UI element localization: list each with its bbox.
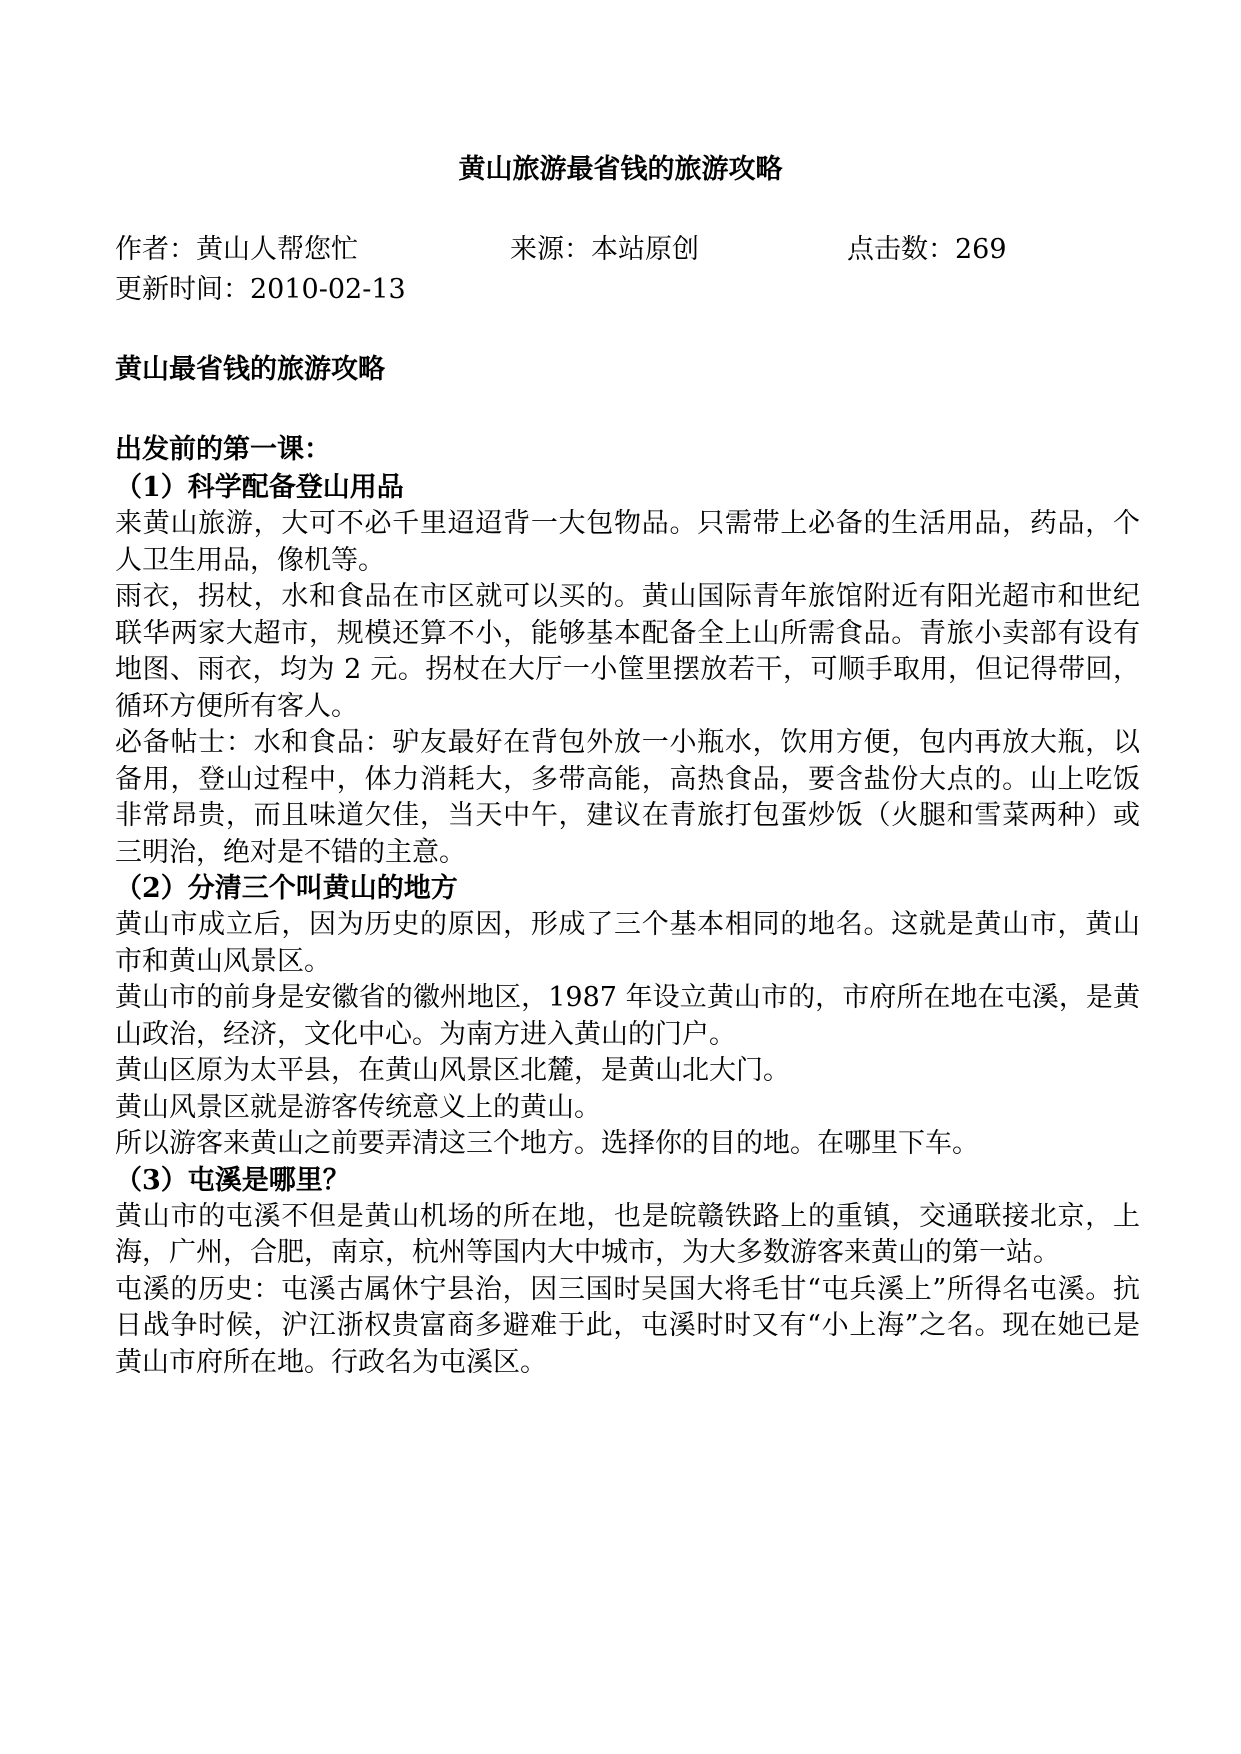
paragraph: 黄山风景区就是游客传统意义上的黄山。 — [115, 1091, 601, 1123]
paragraph: 屯溪的历史：屯溪古属休宁县治，因三国时吴国大将毛甘“屯兵溪上”所得名屯溪。抗日战争时候，沪江浙权贵富商多避难于此，屯溪时时又有“小上海”之名。现在她已是黄山市府所在地。行政名为屯溪区。 — [115, 1273, 1140, 1378]
article-subtitle: 黄山最省钱的旅游攻略 — [115, 354, 385, 385]
paragraph: 雨衣，拐杖，水和食品在市区就可以买的。黄山国际青年旅馆附近有阳光超市和世纪联华两家大超市，规模还算不小，能够基本配备全上山所需食品。青旅小卖部有设有地图、雨衣，均为 2 元。拐杖在大厅一小筐里摆放若干，可顺手取用，但记得带回，循环方便所有客人。 — [115, 581, 1140, 722]
paragraph: 必备帖士：水和食品：驴友最好在背包外放一小瓶水，饮用方便，包内再放大瓶，以备用，登山过程中，体力消耗大，多带高能，高热食品，要含盐份大点的。山上吃饭非常昂贵，而且味道欠佳，当天中午，建议在青旅打包蛋炒饭（火腿和雪菜两种）或三明治，绝对是不错的主意。 — [115, 727, 1140, 868]
paragraph: 所以游客来黄山之前要弄清这三个地方。选择你的目的地。在哪里下车。 — [115, 1128, 979, 1159]
item-1 — [115, 470, 1140, 871]
item-2 — [115, 871, 1140, 1163]
paragraph: 黄山区原为太平县，在黄山风景区北麓，是黄山北大门。 — [115, 1055, 790, 1086]
item-3 — [115, 1163, 1140, 1382]
document-body — [115, 350, 1140, 1381]
document-title: 黄山旅游最省钱的旅游攻略 — [458, 154, 783, 185]
paragraph: 来黄山旅游，大可不必千里迢迢背一大包物品。只需带上必备的生活用品，药品，个人卫生用品，像机等。 — [115, 508, 1140, 576]
meta-info-line — [115, 230, 1135, 270]
meta-source: 来源：本站原创 — [510, 234, 699, 265]
paragraph: 黄山市的前身是安徽省的徽州地区，1987 年设立黄山市的，市府所在地在屯溪，是黄山政治，经济，文化中心。为南方进入黄山的门户。 — [115, 982, 1140, 1050]
item-heading: （1）科学配备登山用品 — [115, 472, 404, 503]
meta-click-count: 点击数：269 — [847, 234, 1007, 265]
item-heading: （2）分清三个叫黄山的地方 — [115, 873, 458, 904]
paragraph: 黄山市的屯溪不但是黄山机场的所在地，也是皖赣铁路上的重镇，交通联接北京，上海，广州，合肥，南京，杭州等国内大中城市，为大多数游客来黄山的第一站。 — [115, 1200, 1140, 1268]
section-heading: 出发前的第一课： — [115, 434, 331, 465]
meta-author: 作者：黄山人帮您忙 — [115, 234, 358, 265]
item-heading: （3）屯溪是哪里？ — [115, 1164, 350, 1196]
paragraph: 黄山市成立后，因为历史的原因，形成了三个基本相同的地名。这就是黄山市，黄山市和黄山风景区。 — [115, 909, 1140, 977]
blank-line — [115, 390, 1140, 430]
meta-updated-time: 更新时间：2010-02-13 — [115, 274, 406, 305]
